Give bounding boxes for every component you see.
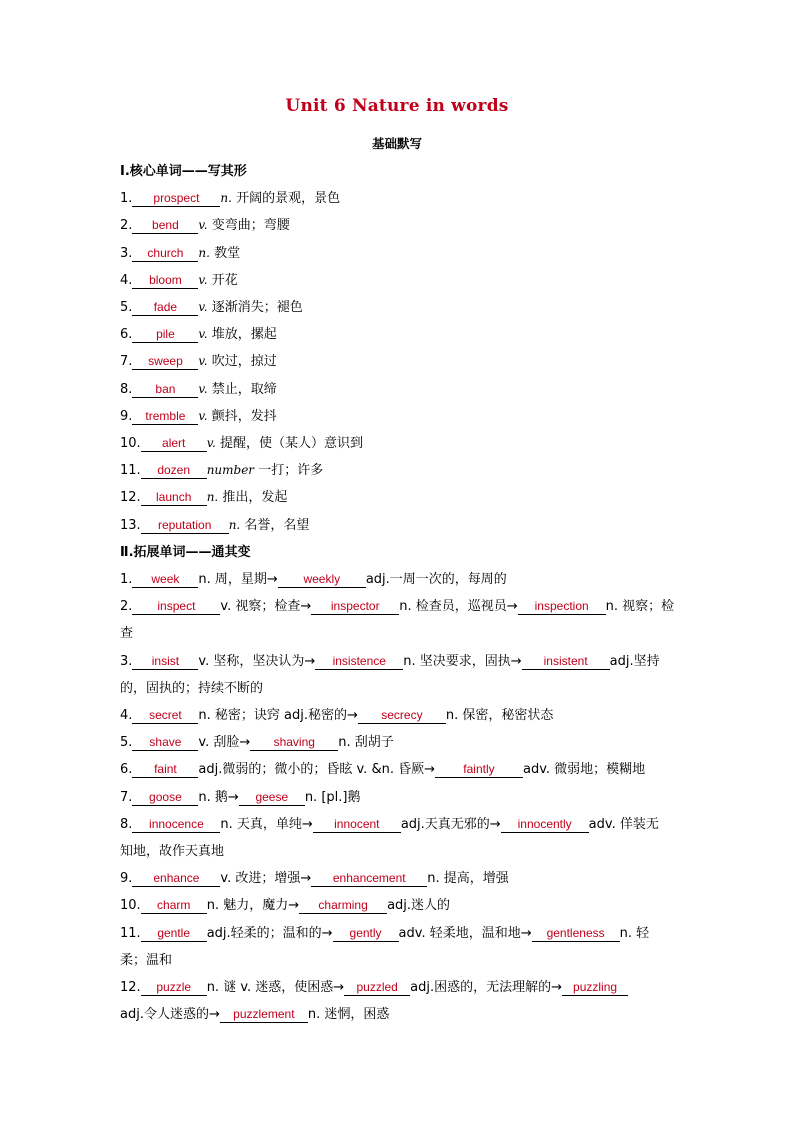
ext-item-2-cont: 查 [120, 626, 134, 642]
answer-blank[interactable]: innocently [501, 817, 589, 833]
ext-item-8-cont: 知地，故作天真地 [120, 844, 225, 860]
answer-blank[interactable]: faint [132, 762, 198, 778]
ext-item-2: 2. inspect v. 视察；检查→ inspector n. 检查员，巡视员→ inspection n. 视察；检 [120, 599, 675, 615]
answer-blank[interactable]: secrecy [358, 708, 446, 724]
answer-blank[interactable]: prospect [132, 191, 220, 207]
answer-blank[interactable]: church [132, 246, 198, 262]
core-item-6: 6. pile v. 堆放，摞起 [120, 327, 277, 343]
core-item-4: 4. bloom v. 开花 [120, 272, 238, 288]
answer-blank[interactable]: puzzled [344, 980, 410, 996]
core-item-7: 7. sweep v. 吹过，掠过 [120, 354, 277, 370]
ext-item-11: 11. gentle adj.轻柔的；温和的→ gently adv. 轻柔地，温和地→ gentleness n. 轻 [120, 925, 650, 941]
answer-blank[interactable]: goose [132, 790, 198, 806]
worksheet-content [120, 158, 675, 1029]
answer-blank[interactable]: insistent [522, 654, 610, 670]
core-item-8: 8. ban v. 禁止，取缔 [120, 381, 277, 397]
answer-blank[interactable]: charming [299, 898, 387, 914]
answer-blank[interactable]: inspect [132, 599, 220, 615]
ext-item-3: 3. insist v. 坚称，坚决认为→ insistence n. 坚决要求，固执→ insistent adj.坚持 [120, 653, 660, 669]
answer-blank[interactable]: inspector [311, 599, 399, 615]
core-item-5: 5. fade v. 逐渐消失；褪色 [120, 300, 303, 316]
page-title: Unit 6 Nature in words [285, 96, 509, 116]
answer-blank[interactable]: shave [132, 735, 198, 751]
ext-item-6: 6. faint adj.微弱的；微小的；昏眩 v. &n. 昏厥→ faintly adv. 微弱地；模糊地 [120, 762, 646, 778]
answer-blank[interactable]: gently [333, 926, 399, 942]
core-item-2: 2. bend v. 变弯曲；弯腰 [120, 218, 290, 234]
answer-blank[interactable]: fade [132, 300, 198, 316]
answer-blank[interactable]: insist [132, 654, 198, 670]
ext-item-7: 7. goose n. 鹅→ geese n. [pl.]鹅 [120, 789, 361, 805]
answer-blank[interactable]: bloom [132, 273, 198, 289]
answer-blank[interactable]: geese [239, 790, 305, 806]
answer-blank[interactable]: ban [132, 382, 198, 398]
ext-item-10: 10. charm n. 魅力，魔力→ charming adj.迷人的 [120, 898, 451, 914]
answer-blank[interactable]: alert [141, 436, 207, 452]
answer-blank[interactable]: faintly [435, 762, 523, 778]
ext-item-12-cont: adj.令人迷惑的→ puzzlement n. 迷惘，困惑 [120, 1007, 390, 1023]
ext-item-5: 5. shave v. 刮脸→ shaving n. 刮胡子 [120, 735, 394, 751]
answer-blank[interactable]: weekly [278, 572, 366, 588]
core-item-1: 1. prospect n. 开阔的景观，景色 [120, 191, 341, 207]
answer-blank[interactable]: shaving [250, 735, 338, 751]
answer-blank[interactable]: launch [141, 490, 207, 506]
ext-item-3-cont: 的，固执的；持续不断的 [120, 680, 264, 696]
section-heading-extended-words: Ⅱ.拓展单词——通其变 [120, 544, 251, 560]
answer-blank[interactable]: puzzle [141, 980, 207, 996]
ext-item-9: 9. enhance v. 改进；增强→ enhancement n. 提高，增强 [120, 871, 509, 887]
ext-item-1: 1. week n. 周，星期→ weekly adj.一周一次的，每周的 [120, 572, 507, 588]
answer-blank[interactable]: dozen [141, 463, 207, 479]
answer-blank[interactable]: enhance [132, 871, 220, 887]
answer-blank[interactable]: enhancement [311, 871, 427, 887]
answer-blank[interactable]: reputation [141, 518, 229, 534]
core-item-3: 3. church n. 教堂 [120, 245, 241, 261]
ext-item-12: 12. puzzle n. 谜 v. 迷惑，使困惑→ puzzled adj.困惑的，无法理解的→ puzzling [120, 974, 668, 1001]
answer-blank[interactable]: inspection [518, 599, 606, 615]
answer-blank[interactable]: week [132, 572, 198, 588]
core-item-13: 13. reputation n. 名誉，名望 [120, 517, 310, 533]
answer-blank[interactable]: puzzlement [220, 1007, 308, 1023]
answer-blank[interactable]: gentle [141, 926, 207, 942]
ext-item-11-cont: 柔；温和 [120, 952, 173, 968]
answer-blank[interactable]: tremble [132, 409, 198, 425]
core-item-10: 10. alert v. 提醒，使（某人）意识到 [120, 436, 364, 452]
core-item-11: 11. dozen number 一打；许多 [120, 463, 324, 479]
answer-blank[interactable]: secret [132, 708, 198, 724]
section-heading-core-words: Ⅰ.核心单词——写其形 [120, 164, 247, 179]
answer-blank[interactable]: bend [132, 218, 198, 234]
core-item-9: 9. tremble v. 颤抖，发抖 [120, 408, 277, 424]
answer-blank[interactable]: insistence [315, 654, 403, 670]
answer-blank[interactable]: gentleness [532, 926, 620, 942]
answer-blank[interactable]: innocence [132, 817, 220, 833]
answer-blank[interactable]: charm [141, 898, 207, 914]
answer-blank[interactable]: innocent [313, 817, 401, 833]
answer-blank[interactable]: sweep [132, 354, 198, 370]
page-subtitle: 基础默写 [371, 136, 422, 151]
ext-item-8: 8. innocence n. 天真，单纯→ innocent adj.天真无邪的→ innocently adv. 佯装无 [120, 816, 659, 832]
core-item-12: 12. launch n. 推出，发起 [120, 490, 288, 506]
ext-item-4: 4. secret n. 秘密；诀窍 adj.秘密的→ secrecy n. 保密，秘密状态 [120, 708, 554, 724]
answer-blank[interactable]: pile [132, 327, 198, 343]
answer-blank[interactable]: puzzling [562, 980, 628, 996]
